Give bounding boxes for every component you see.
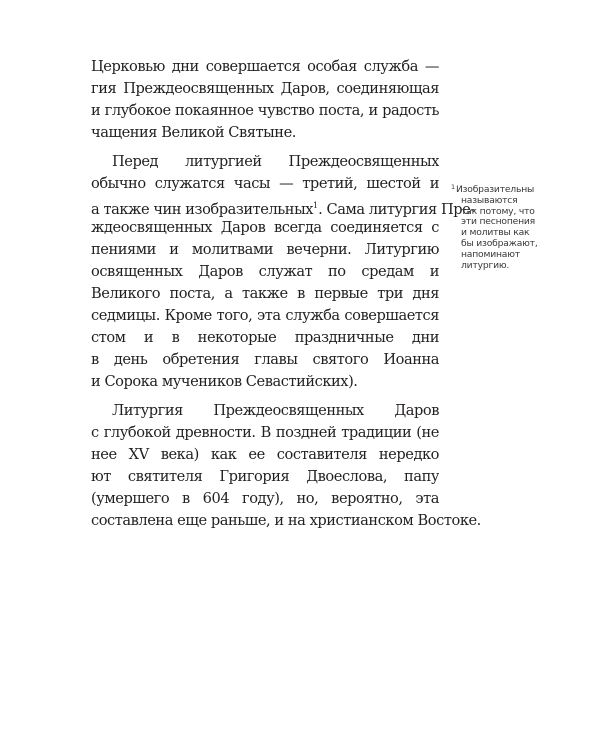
- sidenote-line: литургию.: [461, 259, 510, 271]
- text-line: освященных Даров служат по средам и: [91, 263, 439, 280]
- main-text-column: [91, 56, 481, 532]
- sidenote-line: [451, 182, 566, 196]
- paragraph-2: [91, 151, 475, 393]
- text-line: Церковью дни совершается особая служба —: [91, 58, 439, 75]
- text-line: и глубокое покаянное чувство поста, и радость: [91, 102, 439, 119]
- text-line: стом и в некоторые праздничные дни: [91, 329, 439, 346]
- footnote-mark[interactable]: 1: [313, 201, 319, 210]
- text-line: пениями и молитвами вечерни. Литургию: [91, 241, 439, 258]
- text-fragment: а также чин изобразительных: [91, 201, 314, 218]
- text-line: Литургия Преждеосвященных Даров: [112, 402, 439, 419]
- sidenote-number: 1: [451, 183, 455, 191]
- text-line: обычно служатся часы — третий, шестой и: [91, 175, 439, 192]
- paragraph-3: [91, 400, 481, 532]
- text-line: ждеосвященных Даров всегда соединяется с: [91, 219, 439, 236]
- text-line: в день обретения главы святого Иоанна: [91, 351, 439, 368]
- text-line: седмицы. Кроме того, эта служба совершается: [91, 307, 439, 324]
- sidenote-line: бы изображают,: [461, 237, 538, 249]
- text-line: гия Преждеосвященных Даров, соединяющая: [91, 80, 439, 97]
- text-line: составлена еще раньше, и на христианском Востоке.: [91, 512, 481, 529]
- text-line: Великого поста, а также в первые три дня: [91, 285, 439, 302]
- text-line: нее XV века) как ее составителя нередко: [91, 446, 439, 463]
- text-line: и Сорока мучеников Севастийских).: [91, 373, 358, 390]
- text-line: с глубокой древности. В поздней традиции (не: [91, 424, 439, 441]
- text-line: чащения Великой Святыне.: [91, 124, 296, 141]
- text-line: (умершего в 604 году), но, вероятно, эта: [91, 490, 439, 507]
- paragraph-1: [91, 56, 439, 144]
- sidenote-line: напоминают: [461, 248, 520, 260]
- sidenote: [451, 182, 566, 271]
- text-line-with-footnote: а также чин изобразительных$^1$. Сама литургия Пре-: [91, 201, 475, 218]
- sidenote-line: так потому, что: [461, 205, 535, 217]
- sidenote-line: и молитвы как: [461, 227, 530, 239]
- sidenote-line: называются: [461, 194, 518, 206]
- text-line: Перед литургией Преждеосвященных: [112, 153, 439, 170]
- text-fragment: Сама литургия Пре-: [326, 201, 475, 218]
- text-line: ют святителя Григория Двоеслова, папу: [91, 468, 439, 485]
- sidenote-text: Изобразительны: [455, 184, 535, 195]
- sidenote-line: эти песнопения: [461, 216, 535, 228]
